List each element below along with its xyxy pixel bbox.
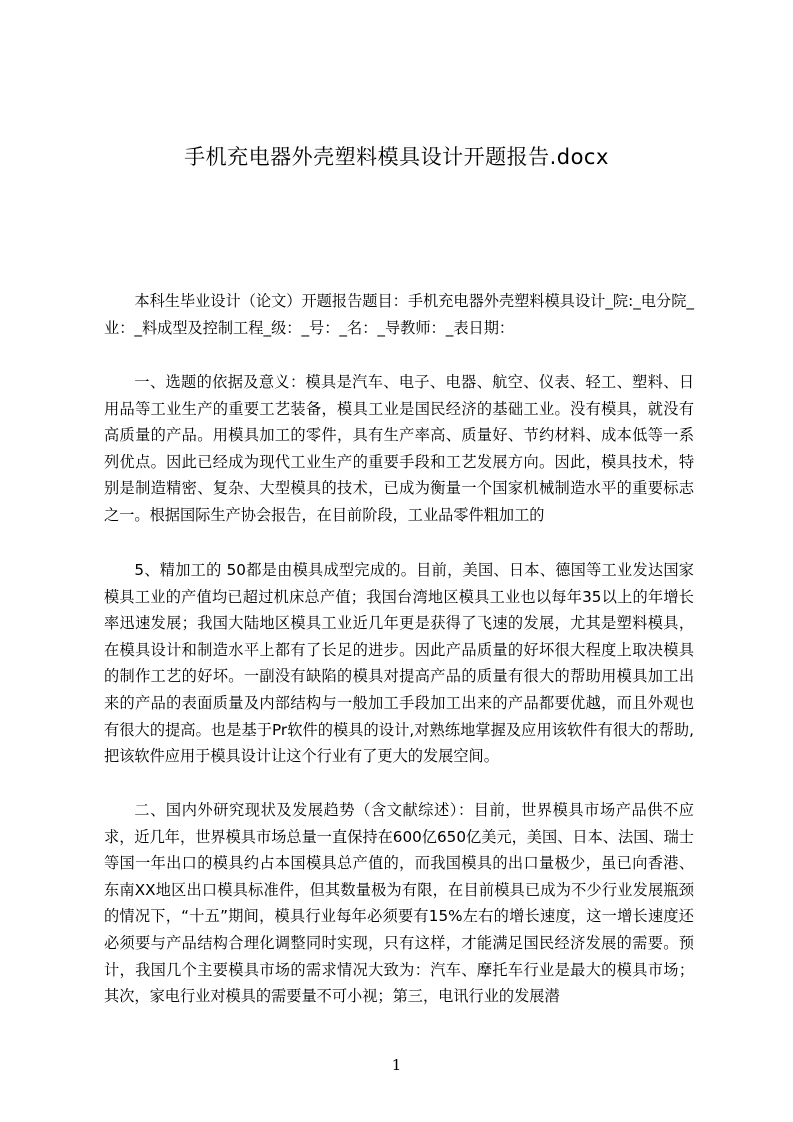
paragraph-header-info: 本科生毕业设计（论文）开题报告题目：手机充电器外壳塑料模具设计_院:_电分院_业：_料成型及控制工程_级：_号：_名：_导教师：_表日期： (104, 292, 694, 337)
paragraph-section-2-research-status: 二、国内外研究现状及发展趋势（含文献综述）：目前，世界模具市场产品供不应求，近几年，世界模具市场总量一直保持在600亿650亿美元，美国、日本、法国、瑞士等国一年出口的模具约占本国模具总产值的，而我国模具的出口量极少，虽已向香港、东南XX地区出口模具标准件，但其数量极为有限，在目前模具已成为不少行业发展瓶颈的情况下，“十五”期间，模具行业每年必须要有15%左右的增长速度，这一增长速度还必须要与产品结构合理化调整同时实现，只有这样，才能满足国民经济发展的需要。预计，我国几个主要模具市场的需求情况大致为：汽车、摩托车行业是最大的模具市场；其次，家电行业对模具的需要量不可小视；第三，电讯行业的发展潜 (104, 801, 694, 1006)
document-title: 手机充电器外壳塑料模具设计开题报告.docx (184, 145, 609, 169)
page-number: 1 (391, 1056, 402, 1074)
paragraph-section-1-continued: 5、精加工的 50都是由模具成型完成的。目前，美国、日本、德国等工业发达国家模具工业的产值均已超过机床总产值；我国台湾地区模具工业也以每年35以上的年增长率迅速发展；我国大陆地区模具工业近几年更是获得了飞速的发展，尤其是塑料模具，在模具设计和制造水平上都有了长足的进步。因此产品质量的好坏很大程度上取决模具的制作工艺的好坏。一副没有缺陷的模具对提高产品的质量有很大的帮助用模具加工出来的产品的表面质量及内部结构与一般加工手段加工出来的产品都要优越，而且外观也有很大的提高。也是基于Pr软件的模具的设计,对熟练地掌握及应用该软件有很大的帮助,把该软件应用于模具设计让这个行业有了更大的发展空间。 (104, 561, 694, 766)
paragraph-section-1-basis: 一、选题的依据及意义：模具是汽车、电子、电器、航空、仪表、轻工、塑料、日用品等工业生产的重要工艺装备，模具工业是国民经济的基础工业。没有模具，就没有高质量的产品。用模具加工的零件，具有生产率高、质量好、节约材料、成本低等一系列优点。因此已经成为现代工业生产的重要手段和工艺发展方向。因此，模具技术，特别是制造精密、复杂、大型模具的技术，已成为衡量一个国家机械制造水平的重要标志之一。根据国际生产协会报告，在目前阶段，工业品零件粗加工的 (104, 373, 694, 524)
